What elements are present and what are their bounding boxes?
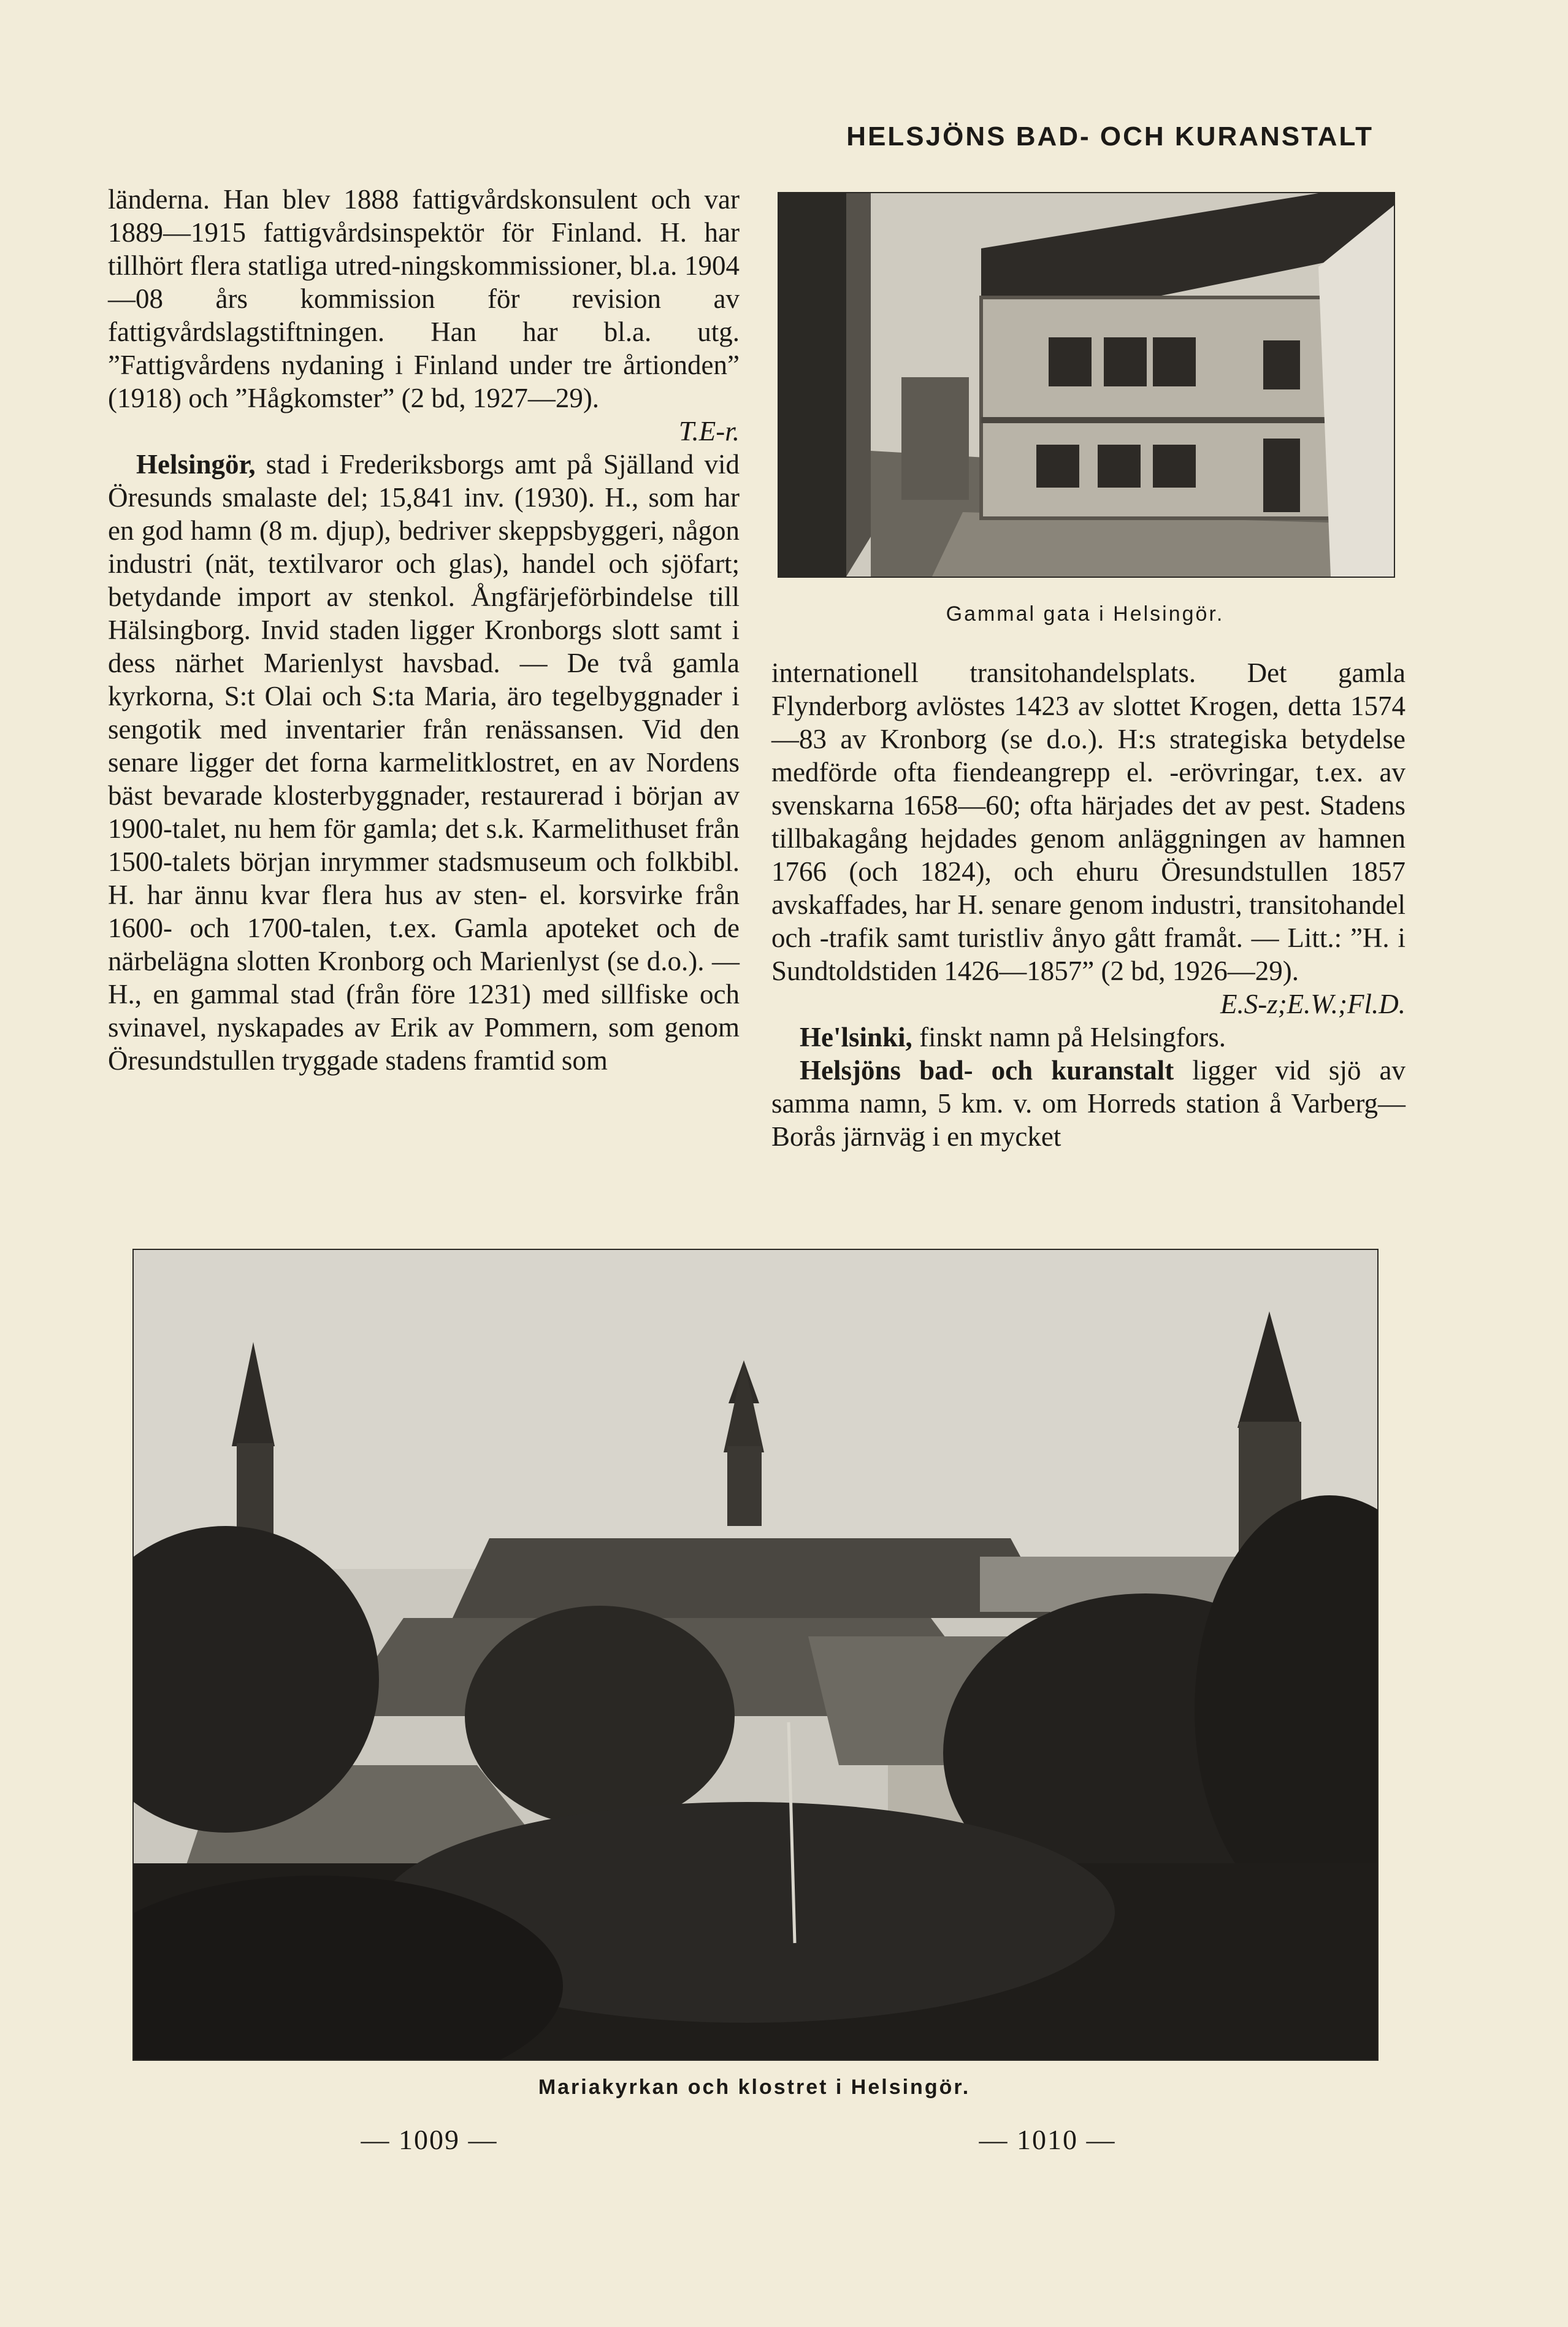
entry-helsinki-text: finskt namn på Helsingfors. [912,1022,1226,1052]
entry-helsjon [771,1054,1405,1153]
entry-helsjon-text: ligger vid sjö av samma namn, 5 km. v. om Horreds station å Varberg—Borås järnväg i en mycket [771,1055,1405,1152]
right-column [771,656,1405,1153]
page-number-left: — 1009 — [361,2124,498,2155]
caption-church: Mariakyrkan och klostret i Helsingör. [538,2076,971,2099]
caption-street: Gammal gata i Helsingör. [946,602,1225,626]
entry-helsingor-text: stad i Frederiksborgs amt på Själland vid Öresunds smalaste del; 15,841 inv. (1930). H., som har en god hamn (8 m. djup), bedriver skeppsbyggeri, någon industri (nät, textilvaror och glas), handel och sjöfart; betydande import av stenkol. Ångfärjeförbindelse till Hälsingborg. Invid staden ligger Kronborgs slott samt i dess närhet Marienlyst havsbad. — De två gamla kyrkorna, S:t Olai och S:ta Maria, äro tegelbyggnader i sengotik med inventarier från renässansen. Vid den senare ligger det forna karmelitklostret, en av Nordens bäst bevarade klosterbyggnader, restaurerad i början av 1900-talet, nu hem för gamla; det s.k. Karmelithuset från 1500-talets början inrymmer stadsmuseum och folkbibl. H. har ännu kvar flera hus av sten- el. korsvirke från 1600- och 1700-talen, t.ex. Gamla apoteket och de närbelägna slotten Kronborg och Marienlyst (se d.o.). — H., en gammal stad (från före 1231) med sillfiske och svinavel, nyskapades av Erik av Pommern, som genom Öresundstullen tryggade stadens framtid som [108,449,740,1076]
entry-helsingor-continuation [771,656,1405,1021]
helsingor-signature: E.S-z;E.W.;Fl.D. [1220,989,1405,1019]
page-number-right: — 1010 — [979,2124,1116,2155]
left-column [108,183,740,1077]
running-head: HELSJÖNS BAD- OCH KURANSTALT [846,121,1374,151]
paragraph-prev-entry [108,183,740,448]
photo-mariakyrkan [132,1249,1379,2061]
prev-entry-text: länderna. Han blev 1888 fattigvårdskonsulent och var 1889—1915 fattigvårdsinspektör för Finland. H. har tillhört flera statliga utred-ningskommissioner, bl.a. 1904—08 års kommission för revision av fattigvårdslagstiftningen. Han har bl.a. utg. ”Fattigvårdens nydaning i Finland under tre årtionden” (1918) och ”Hågkomster” (2 bd, 1927—29). [108,184,740,413]
headword-helsinki: He'lsinki, [800,1022,912,1052]
entry-helsinki [771,1021,1405,1054]
helsingor-continuation-text: internationell transitohandelsplats. Det gamla Flynderborg avlöstes 1423 av slottet Krogen, detta 1574—83 av Kronborg (se d.o.). H:s strategiska betydelse medförde ofta fiendeangrepp el. -erövringar, t.ex. av svenskarna 1658—60; ofta härjades det av pest. Stadens tillbakagång hejdades genom anläggningen av hamnen 1766 (och 1824), och ehuru Öresundstullen 1857 avskaffades, har H. senare genom industri, transitohandel och -trafik samt turistliv ånyo gått framåt. — Litt.: ”H. i Sundtoldstiden 1426—1857” (2 bd, 1926—29). [771,657,1405,986]
entry-helsingor [108,448,740,1077]
headword-helsingor: Helsingör, [136,449,256,480]
photo-old-street [778,192,1395,578]
prev-entry-signature: T.E-r. [678,416,740,447]
headword-helsjon: Helsjöns bad- och kuranstalt [800,1055,1174,1086]
